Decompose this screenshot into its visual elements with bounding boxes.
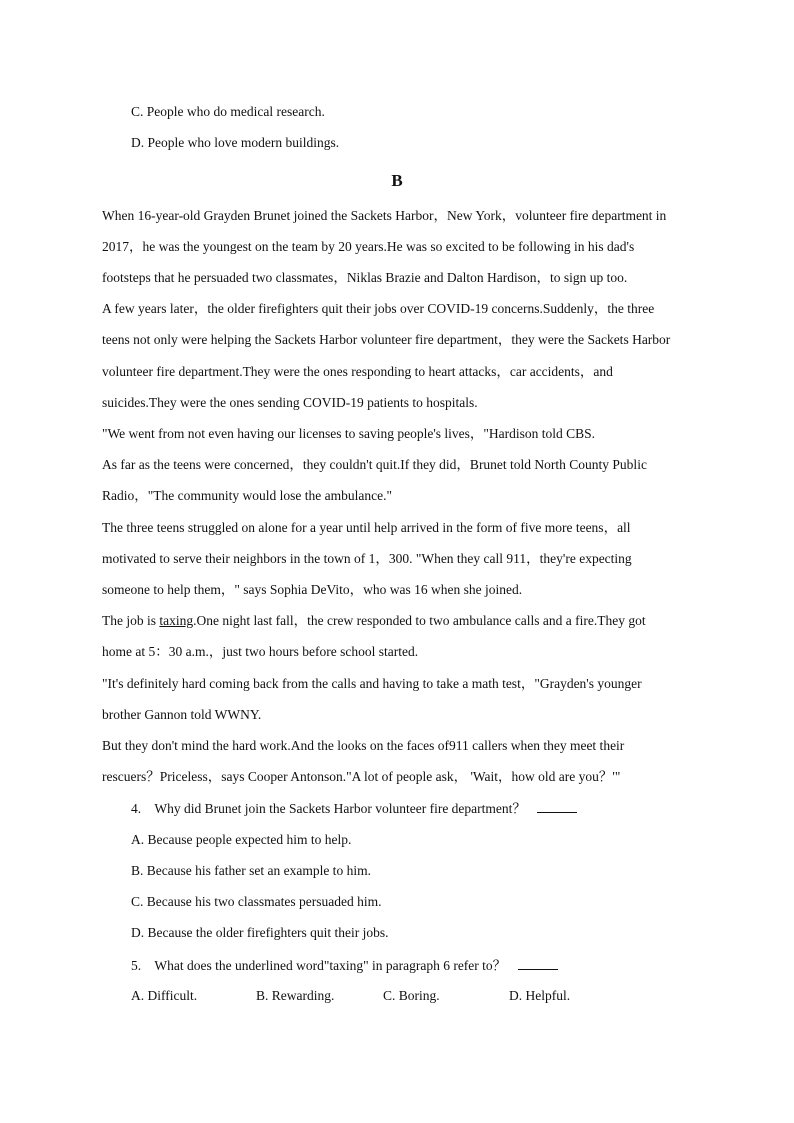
section-title: B: [391, 171, 403, 190]
passage-line: 2017，he was the youngest on the team by 20 years.He was so excited to be following in his dad's: [102, 239, 635, 254]
q4-option-a[interactable]: A. Because people expected him to help.: [131, 832, 352, 847]
q4-option-b[interactable]: B. Because his father set an example to him.: [131, 863, 371, 878]
answer-blank[interactable]: [518, 957, 558, 970]
passage-line: home at 5：30 a.m.，just two hours before school started.: [102, 644, 419, 659]
question-number: 5.: [131, 958, 142, 973]
prev-option-c: C. People who do medical research.: [131, 104, 325, 119]
passage-line: rescuers？Priceless，says Cooper Antonson."A lot of people ask， 'Wait，how old are you？'": [102, 769, 621, 784]
question-number: 4.: [131, 801, 142, 816]
passage-line: footsteps that he persuaded two classmates，Niklas Brazie and Dalton Hardison，to sign up too.: [102, 270, 628, 285]
passage-line: A few years later，the older firefighters quit their jobs over COVID-19 concerns.Suddenly，the three: [102, 301, 655, 316]
q5-option-a[interactable]: A. Difficult.: [131, 988, 198, 1003]
answer-blank[interactable]: [537, 800, 577, 813]
question-text: What does the underlined word"taxing" in paragraph 6 refer to？: [154, 958, 507, 973]
passage-line: "We went from not even having our licenses to saving people's lives，"Hardison told CBS.: [102, 426, 596, 441]
passage-line: "It's definitely hard coming back from the calls and having to take a math test，"Grayden's younger: [102, 676, 642, 691]
passage-line: motivated to serve their neighbors in the town of 1，300. "When they call 911，they're expecting: [102, 551, 632, 566]
passage-line: someone to help them，" says Sophia DeVito，who was 16 when she joined.: [102, 582, 523, 597]
q4-option-d[interactable]: D. Because the older firefighters quit their jobs.: [131, 925, 389, 940]
passage-line: The three teens struggled on alone for a year until help arrived in the form of five more teens，all: [102, 520, 631, 535]
q5-option-d[interactable]: D. Helpful.: [509, 988, 571, 1003]
prev-option-d: D. People who love modern buildings.: [131, 135, 340, 150]
question-text: Why did Brunet join the Sackets Harbor volunteer fire department？: [154, 801, 526, 816]
q4-option-c[interactable]: C. Because his two classmates persuaded him.: [131, 894, 382, 909]
passage-line: teens not only were helping the Sackets Harbor volunteer fire department，they were the Sackets Harbor: [102, 332, 671, 347]
q5-option-c[interactable]: C. Boring.: [383, 988, 440, 1003]
question-4: [131, 800, 577, 817]
passage-line: Radio，"The community would lose the ambulance.": [102, 488, 392, 503]
passage-line: As far as the teens were concerned，they couldn't quit.If they did，Brunet told North County Public: [102, 457, 647, 472]
q5-option-b[interactable]: B. Rewarding.: [256, 988, 335, 1003]
passage-line: When 16-year-old Grayden Brunet joined the Sackets Harbor，New York，volunteer fire department in: [102, 208, 667, 223]
passage-line: volunteer fire department.They were the ones responding to heart attacks，car accidents，and: [102, 364, 613, 379]
underlined-word: taxing: [159, 613, 194, 628]
passage-line: But they don't mind the hard work.And the looks on the faces of911 callers when they meet their: [102, 738, 625, 753]
passage-line: brother Gannon told WWNY.: [102, 707, 262, 722]
passage-line: The job is taxing.One night last fall，the crew responded to two ambulance calls and a fire.They got: [102, 613, 646, 628]
question-5: [131, 957, 558, 974]
passage-line: suicides.They were the ones sending COVID-19 patients to hospitals.: [102, 395, 478, 410]
